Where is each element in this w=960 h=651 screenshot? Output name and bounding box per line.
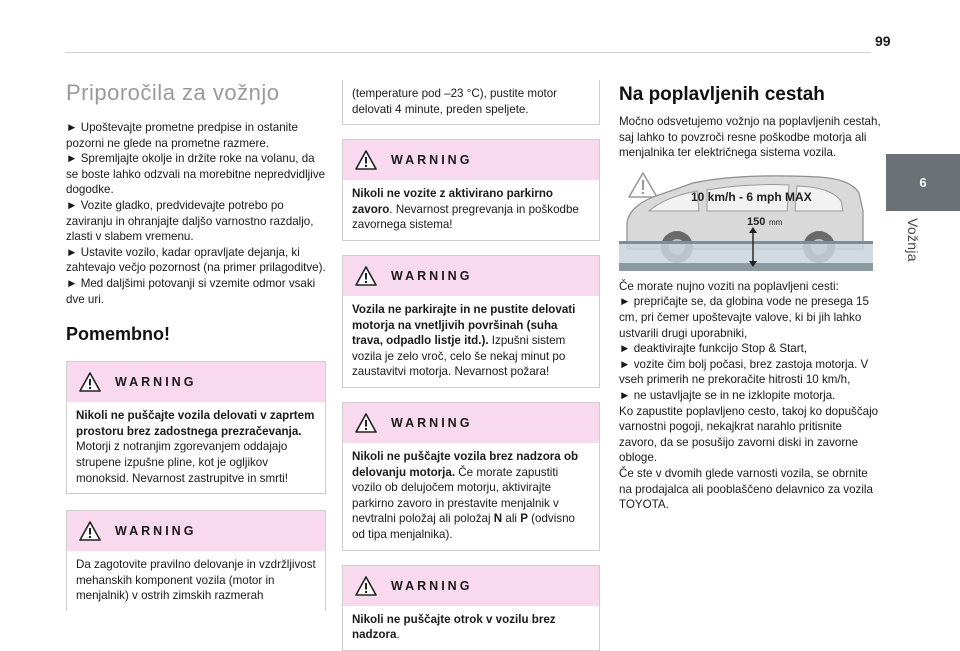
warning-continuation: (temperature pod –23 °C), pustite motor delovati 4 minute, preden speljete.	[342, 80, 600, 125]
gear-p: P	[520, 512, 528, 526]
warning-regular-text: Izpušni sistem vozila je zelo vroč, celo še nekaj minut po zaustavitvi motorja. Nevarnost požara!	[352, 334, 566, 379]
column-1	[66, 80, 326, 611]
flooded-road-illustration	[619, 171, 873, 271]
warning-header	[67, 362, 325, 402]
column-2	[342, 80, 600, 651]
warning-text	[343, 606, 599, 650]
page-number: 99	[875, 33, 891, 49]
warning-text	[67, 402, 325, 493]
warning-triangle-icon	[79, 521, 101, 541]
speed-limit-label: 10 km/h - 6 mph MAX	[691, 189, 812, 204]
warning-box-5	[342, 402, 600, 551]
warning-label: WARNING	[391, 415, 473, 430]
warning-box-2	[66, 510, 326, 611]
warning-bold-text: Nikoli ne puščajte vozila brez nadzora ob delovanju motorja.	[352, 449, 579, 479]
warning-label: WARNING	[115, 375, 197, 390]
flooded-intro: Močno odsvetujemo vožnjo na poplavljenih cestah, saj lahko to povzroči resne poškodbe motorja ali menjalnika ter električnega sistema vozila.	[619, 115, 881, 160]
gear-n: N	[493, 512, 503, 526]
warning-text	[343, 296, 599, 387]
warning-text	[343, 180, 599, 240]
chapter-number: 6	[919, 175, 927, 190]
warning-text: Da zagotovite pravilno delovanje in vzdržljivost mehanskih komponent vozila (motor in menjalnik) v ostrih zimskih razmerah	[76, 558, 316, 603]
warning-box-6	[342, 565, 600, 651]
header-rule	[65, 52, 871, 53]
warning-header	[343, 566, 599, 606]
warning-text	[343, 443, 599, 550]
warning-header	[343, 140, 599, 180]
warning-triangle-icon	[355, 266, 377, 286]
warning-regular-text: (odvisno od tipa menjalnika).	[352, 512, 575, 541]
warning-header	[343, 256, 599, 296]
warning-box-1	[66, 361, 326, 494]
warning-bold-text: Nikoli ne puščajte otrok v vozilu brez nadzora	[352, 612, 556, 642]
warning-regular-text: Če morate zapustiti vozilo ob delujočem motorju, aktivirajte parkirno zavoro in prestavite menjalnik v nevtralni položaj ali položaj	[352, 465, 559, 526]
warning-triangle-icon	[355, 413, 377, 433]
warning-label: WARNING	[115, 524, 197, 539]
warning-label: WARNING	[391, 153, 473, 168]
warning-label: WARNING	[391, 268, 473, 283]
warning-bold-text: Nikoli ne vozite z aktivirano parkirno zavoro	[352, 187, 554, 216]
warning-regular-text: . Nevarnost pregrevanja in poškodbe zavornega sistema!	[352, 202, 579, 232]
warning-header	[343, 403, 599, 443]
warning-box-3	[342, 139, 600, 241]
depth-value: 150	[747, 215, 766, 228]
recommendations-text: ► Upoštevajte prometne predpise in ostanite pozorni ne glede na prometne razmere. ► Spremljajte okolje in držite roke na volanu, da se boste lahko odzvali na morebitne nepredvidljive dogodke. ► Vozite gladko, predvidevajte potrebo po zaviranju in ohranjajte daljšo varnostno razdaljo, zlasti v slabem vremenu. ► Ustavite vozilo, kadar opravljate dejanja, ki zahtevajo večjo pozornost (na primer prilagoditve). ► Med daljšimi potovanji si vzemite odmor vsaki dve uri.	[66, 121, 326, 306]
flooded-instructions: Če morate nujno voziti na poplavljeni cesti: ► prepričajte se, da globina vode ne presega 15 cm, pri čemer upoštevajte valove, ki bi jih lahko ustvarili drugi uporabniki, ► deaktivirajte funkcijo Stop & Start, ► vozite čim bolj počasi, brez zastoja motorja. V vseh primerih ne prekoračite hitrosti 10 km/h, ► ne ustavljajte se in ne izklopite motorja. Ko zapustite poplavljeno cesto, takoj ko dopuščajo varnostni pogoji, nekajkrat narahlo pritisnite zavoro, da se posušijo zavorni diski in zavorne obloge. Če ste v dvomih glede varnosti vozila, se obrnite na prodajalca ali pooblaščeno delavnico za vozila TOYOTA.	[619, 279, 879, 512]
warning-bold-text: Vozila ne parkirajte in ne pustite delovati motorja na vnetljivih površinah (suha trava, odpadlo listje itd.).	[352, 302, 576, 348]
warning-label: WARNING	[391, 578, 473, 593]
depth-unit: mm	[769, 217, 783, 227]
subtitle-important: Pomembno!	[66, 324, 171, 345]
warning-triangle-icon	[355, 576, 377, 596]
column-3	[619, 80, 881, 513]
warning-bold-text: Nikoli ne puščajte vozila delovati v zaprtem prostoru brez zadostnega prezračevanja.	[76, 409, 315, 438]
warning-box-4	[342, 255, 600, 388]
warning-triangle-icon	[355, 150, 377, 170]
chapter-tab[interactable]	[886, 154, 960, 211]
section-title-flooded-roads: Na poplavljenih cestah	[619, 84, 825, 105]
warning-triangle-icon	[79, 372, 101, 392]
chapter-side-title	[903, 218, 923, 298]
warning-regular-text: .	[396, 628, 400, 642]
warning-header	[67, 511, 325, 551]
warning-regular-text: ali	[502, 512, 521, 526]
section-title-recommendations: Priporočila za vožnjo	[66, 80, 280, 105]
warning-regular-text: Motorji z notranjim zgorevanjem oddajajo strupene izpušne pline, kot je ogljikov monoksid. Nevarnost zastrupitve in smrti!	[76, 440, 288, 485]
chapter-title: Vožnja	[905, 218, 921, 262]
